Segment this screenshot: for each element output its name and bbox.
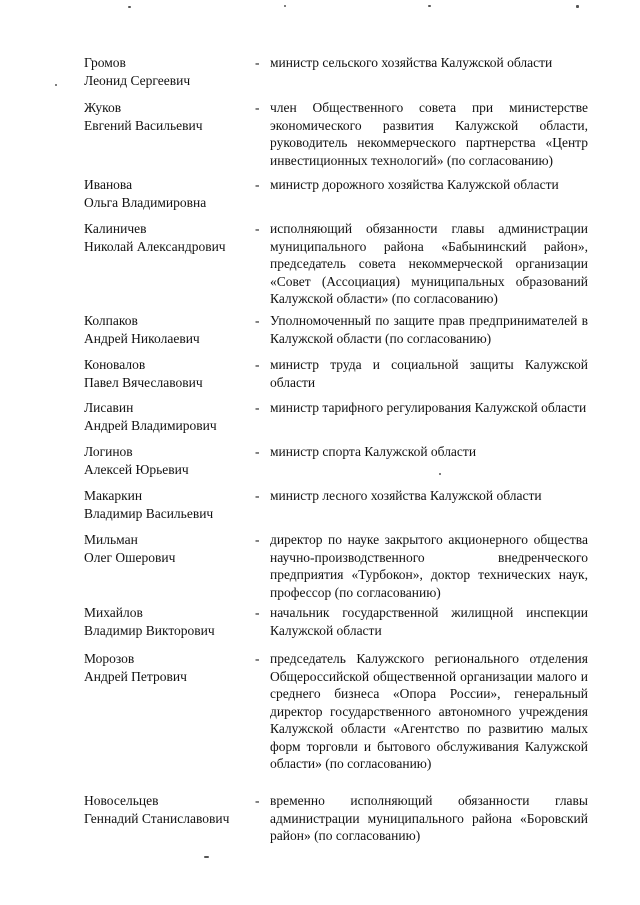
scan-speck [128, 6, 131, 8]
member-name [84, 487, 254, 522]
member-name [84, 176, 254, 211]
member-given-names: Андрей Николаевич [84, 330, 200, 346]
member-surname: Калиничев [84, 221, 147, 236]
member-given-names: Андрей Петрович [84, 668, 187, 684]
member-role: министр дорожного хозяйства Калужской области [270, 177, 559, 192]
separator-dash: - [255, 313, 260, 328]
member-given-names: Владимир Васильевич [84, 505, 214, 521]
separator-dash: - [255, 651, 260, 666]
member-surname: Иванова [84, 177, 133, 192]
member-role: временно исполняющий обязанности главы администрации муниципального района «Боровский район» (по согласованию) [270, 793, 588, 843]
member-given-names: Ольга Владимировна [84, 194, 207, 210]
member-given-names: Евгений Васильевич [84, 117, 203, 133]
member-surname: Жуков [84, 100, 122, 115]
member-name [84, 531, 254, 566]
separator-dash: - [255, 605, 260, 620]
member-name [84, 792, 254, 827]
member-surname: Мильман [84, 532, 138, 547]
member-role: начальник государственной жилищной инспекции Калужской области [270, 605, 588, 638]
member-role: министр сельского хозяйства Калужской области [270, 55, 553, 70]
scan-speck [576, 5, 579, 8]
member-role: министр труда и социальной защиты Калужской области [270, 357, 588, 390]
member-name [84, 604, 254, 639]
member-given-names: Андрей Владимирович [84, 417, 217, 433]
member-surname: Михайлов [84, 605, 143, 620]
separator-dash: - [255, 400, 260, 415]
member-role: Уполномоченный по защите прав предпринимателей в Калужской области (по согласованию) [270, 313, 588, 346]
member-role: председатель Калужского регионального отделения Общероссийской общественной организации малого и среднего бизнеса «Опора России», генеральный директор государственного автономного учреждения Калужской области «Агентство по развитию малых форм торговли и бытового обслуживания Калужской области» (по согласованию) [270, 651, 588, 771]
separator-dash: - [255, 793, 260, 808]
member-given-names: Николай Александрович [84, 238, 226, 254]
scan-speck [55, 84, 57, 86]
member-given-names: Геннадий Станиславович [84, 810, 230, 826]
member-surname: Морозов [84, 651, 135, 666]
member-role: министр тарифного регулирования Калужской области [270, 400, 587, 415]
scan-speck [204, 856, 209, 858]
separator-dash: - [255, 100, 260, 115]
member-surname: Новосельцев [84, 793, 159, 808]
member-role: исполняющий обязанности главы администрации муниципального района «Бабынинский район», председатель совета некоммерческой организации «Совет (Ассоциация) муниципальных образований Калужской области» (по согласованию) [270, 221, 588, 306]
member-role: директор по науке закрытого акционерного общества научно-производственного внедренческого предприятия «Турбокон», доктор технических наук, профессор (по согласованию) [270, 532, 588, 600]
member-given-names: Алексей Юрьевич [84, 461, 189, 477]
member-role: член Общественного совета при министерстве экономического развития Калужской области, руководитель некоммерческого партнерства «Центр инвестиционных технологий» (по согласованию) [270, 100, 588, 168]
separator-dash: - [255, 221, 260, 236]
scan-speck [439, 473, 441, 475]
scan-speck [428, 5, 431, 7]
separator-dash: - [255, 488, 260, 503]
separator-dash: - [255, 55, 260, 70]
member-name [84, 220, 254, 255]
separator-dash: - [255, 444, 260, 459]
member-given-names: Леонид Сергеевич [84, 72, 191, 88]
member-given-names: Олег Ошерович [84, 549, 176, 565]
separator-dash: - [255, 177, 260, 192]
member-role: министр лесного хозяйства Калужской области [270, 488, 542, 503]
member-surname: Лисавин [84, 400, 134, 415]
member-role: министр спорта Калужской области [270, 444, 477, 459]
member-given-names: Павел Вячеславович [84, 374, 203, 390]
separator-dash: - [255, 532, 260, 547]
separator-dash: - [255, 357, 260, 372]
member-name [84, 99, 254, 134]
member-name [84, 312, 254, 347]
member-name [84, 399, 254, 434]
member-name [84, 54, 254, 89]
member-surname: Громов [84, 55, 126, 70]
member-name [84, 443, 254, 478]
member-surname: Коновалов [84, 357, 146, 372]
member-surname: Логинов [84, 444, 133, 459]
member-name [84, 356, 254, 391]
member-surname: Макаркин [84, 488, 143, 503]
member-name [84, 650, 254, 685]
member-surname: Колпаков [84, 313, 138, 328]
scan-speck [284, 5, 286, 7]
member-given-names: Владимир Викторович [84, 622, 215, 638]
